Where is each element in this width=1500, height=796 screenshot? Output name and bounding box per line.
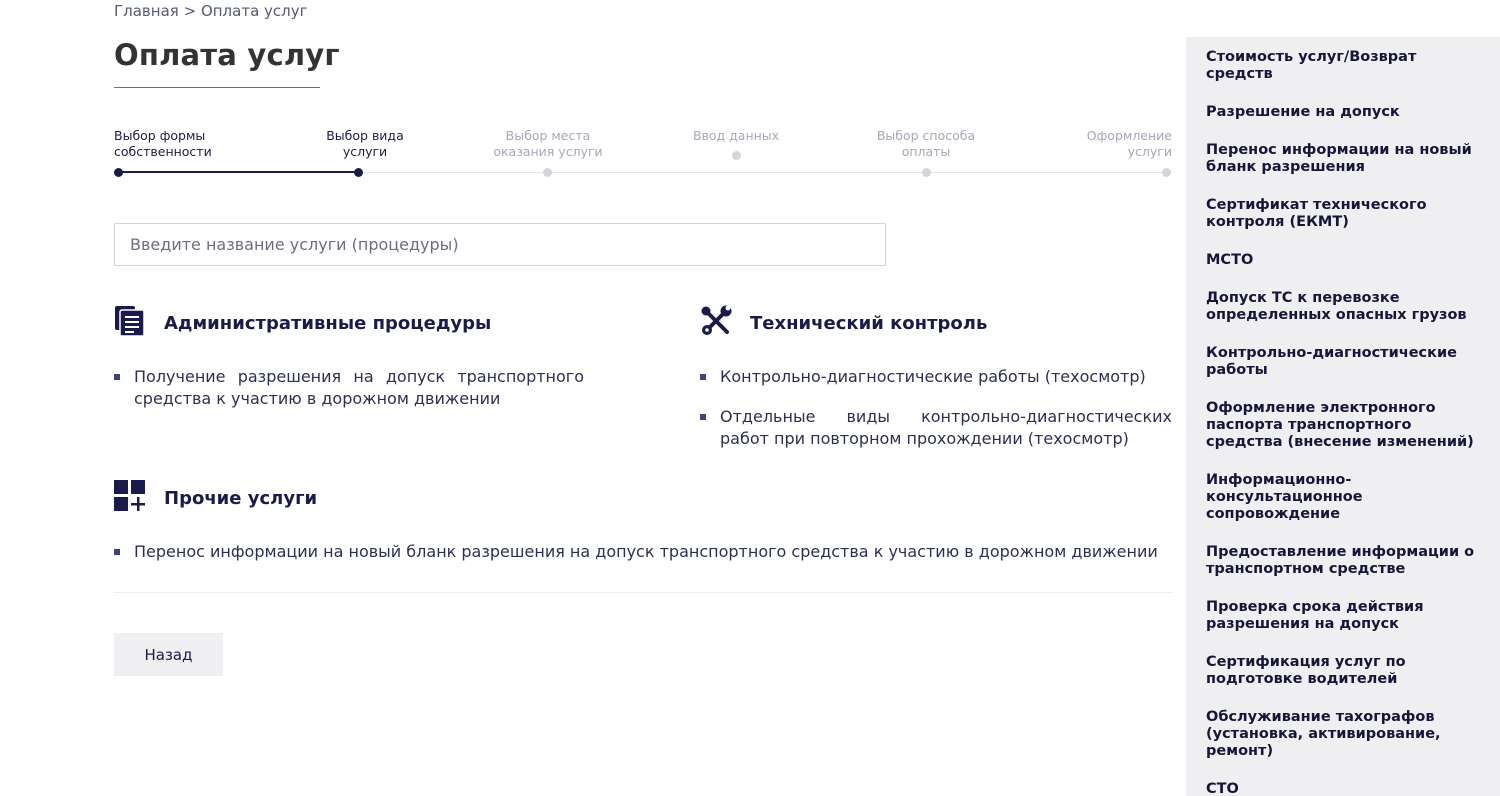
- section-other-services: [114, 480, 1172, 563]
- service-link-diagnostics[interactable]: Контрольно-диагностические работы (техосмотр): [700, 366, 1172, 388]
- breadcrumb-current: Оплата услуг: [200, 2, 308, 20]
- sidebar-item[interactable]: Обслуживание тахографов (установка, активирование, ремонт): [1206, 709, 1441, 759]
- breadcrumb: [114, 2, 308, 20]
- tools-icon: [700, 305, 732, 341]
- section-header: [700, 305, 1172, 339]
- section-header: [114, 305, 584, 339]
- section-technical-control: [700, 305, 1172, 450]
- breadcrumb-home-link[interactable]: Главная: [114, 2, 179, 20]
- step-dot: [732, 151, 741, 160]
- step-dot: [114, 168, 123, 177]
- step-service-type: [320, 128, 410, 160]
- service-link-permit-transfer[interactable]: Перенос информации на новый бланк разрешения на допуск транспортного средства к участию в дорожном движении: [114, 541, 1172, 563]
- sidebar-item[interactable]: СТО: [1206, 781, 1239, 796]
- step-label-line1: Выбор вида: [326, 128, 404, 143]
- stepper-progress-line: [118, 171, 358, 173]
- grid-plus-icon: [114, 480, 146, 516]
- sidebar-item[interactable]: Разрешение на допуск: [1206, 104, 1400, 120]
- step-service-location: [484, 128, 612, 160]
- sidebar-item[interactable]: МСТО: [1206, 252, 1254, 268]
- sidebar-item[interactable]: Стоимость услуг/Возврат средств: [1206, 49, 1417, 82]
- step-label-line1: Выбор способа: [876, 128, 976, 143]
- progress-stepper: [114, 128, 1172, 182]
- sidebar-item[interactable]: Проверка срока действия разрешения на допуск: [1206, 599, 1424, 632]
- sidebar-list: [1186, 37, 1500, 796]
- step-dot: [354, 168, 363, 177]
- step-label-line2: оказания услуги: [493, 144, 603, 159]
- sidebar-service-menu: [1186, 37, 1500, 796]
- sidebar-item[interactable]: Сертификация услуг по подготовке водителей: [1206, 654, 1406, 687]
- service-link-vehicle-permit[interactable]: Получение разрешения на допуск транспортного средства к участию в дорожном движении: [114, 366, 584, 410]
- step-label-line1: Выбор формы: [114, 128, 206, 143]
- sidebar-item[interactable]: Допуск ТС к перевозке определенных опасных грузов: [1206, 290, 1467, 323]
- sidebar-item[interactable]: Сертификат технического контроля (ЕКМТ): [1206, 197, 1427, 230]
- documents-icon: [114, 305, 146, 341]
- step-label-line2: услуги: [342, 144, 388, 159]
- step-label-line1: Оформление: [1086, 128, 1172, 143]
- tech-service-list: [700, 366, 1172, 450]
- sidebar-item[interactable]: Перенос информации на новый бланк разрешения: [1206, 142, 1472, 175]
- breadcrumb-separator: >: [183, 2, 197, 20]
- step-dot: [1162, 168, 1171, 177]
- other-service-list: [114, 541, 1172, 563]
- step-dot: [922, 168, 931, 177]
- sidebar-item[interactable]: Информационно-консультационное сопровождение: [1206, 472, 1363, 522]
- step-label-line2: собственности: [114, 144, 212, 159]
- step-label-line1: Ввод данных: [692, 128, 780, 143]
- title-underline: [114, 87, 320, 88]
- step-service-checkout: [1087, 128, 1172, 160]
- section-title: Прочие услуги: [164, 488, 318, 509]
- sidebar-item[interactable]: Контрольно-диагностические работы: [1206, 345, 1457, 378]
- step-ownership-form: [114, 128, 212, 160]
- step-label-line1: Выбор места: [505, 128, 591, 143]
- step-payment-method: [866, 128, 986, 160]
- service-search-input[interactable]: [114, 223, 886, 266]
- service-link-repeat-diagnostics[interactable]: Отдельные виды контрольно-диагностических работ при повторном прохождении (техосмотр): [700, 406, 1172, 450]
- sidebar-item[interactable]: Предоставление информации о транспортном средстве: [1206, 544, 1475, 577]
- page-title: Оплата услуг: [114, 38, 340, 72]
- section-title: Административные процедуры: [164, 313, 492, 334]
- step-label-line2: услуги: [1127, 144, 1172, 159]
- admin-service-list: [114, 366, 584, 410]
- step-data-entry: [686, 128, 786, 144]
- content-divider: [114, 592, 1172, 593]
- step-dot: [543, 168, 552, 177]
- section-title: Технический контроль: [750, 313, 988, 334]
- step-label-line2: оплаты: [901, 144, 951, 159]
- section-administrative: [114, 305, 584, 410]
- sidebar-item[interactable]: Оформление электронного паспорта транспортного средства (внесение изменений): [1206, 400, 1474, 450]
- section-header: [114, 480, 1172, 514]
- back-button[interactable]: Назад: [114, 633, 223, 676]
